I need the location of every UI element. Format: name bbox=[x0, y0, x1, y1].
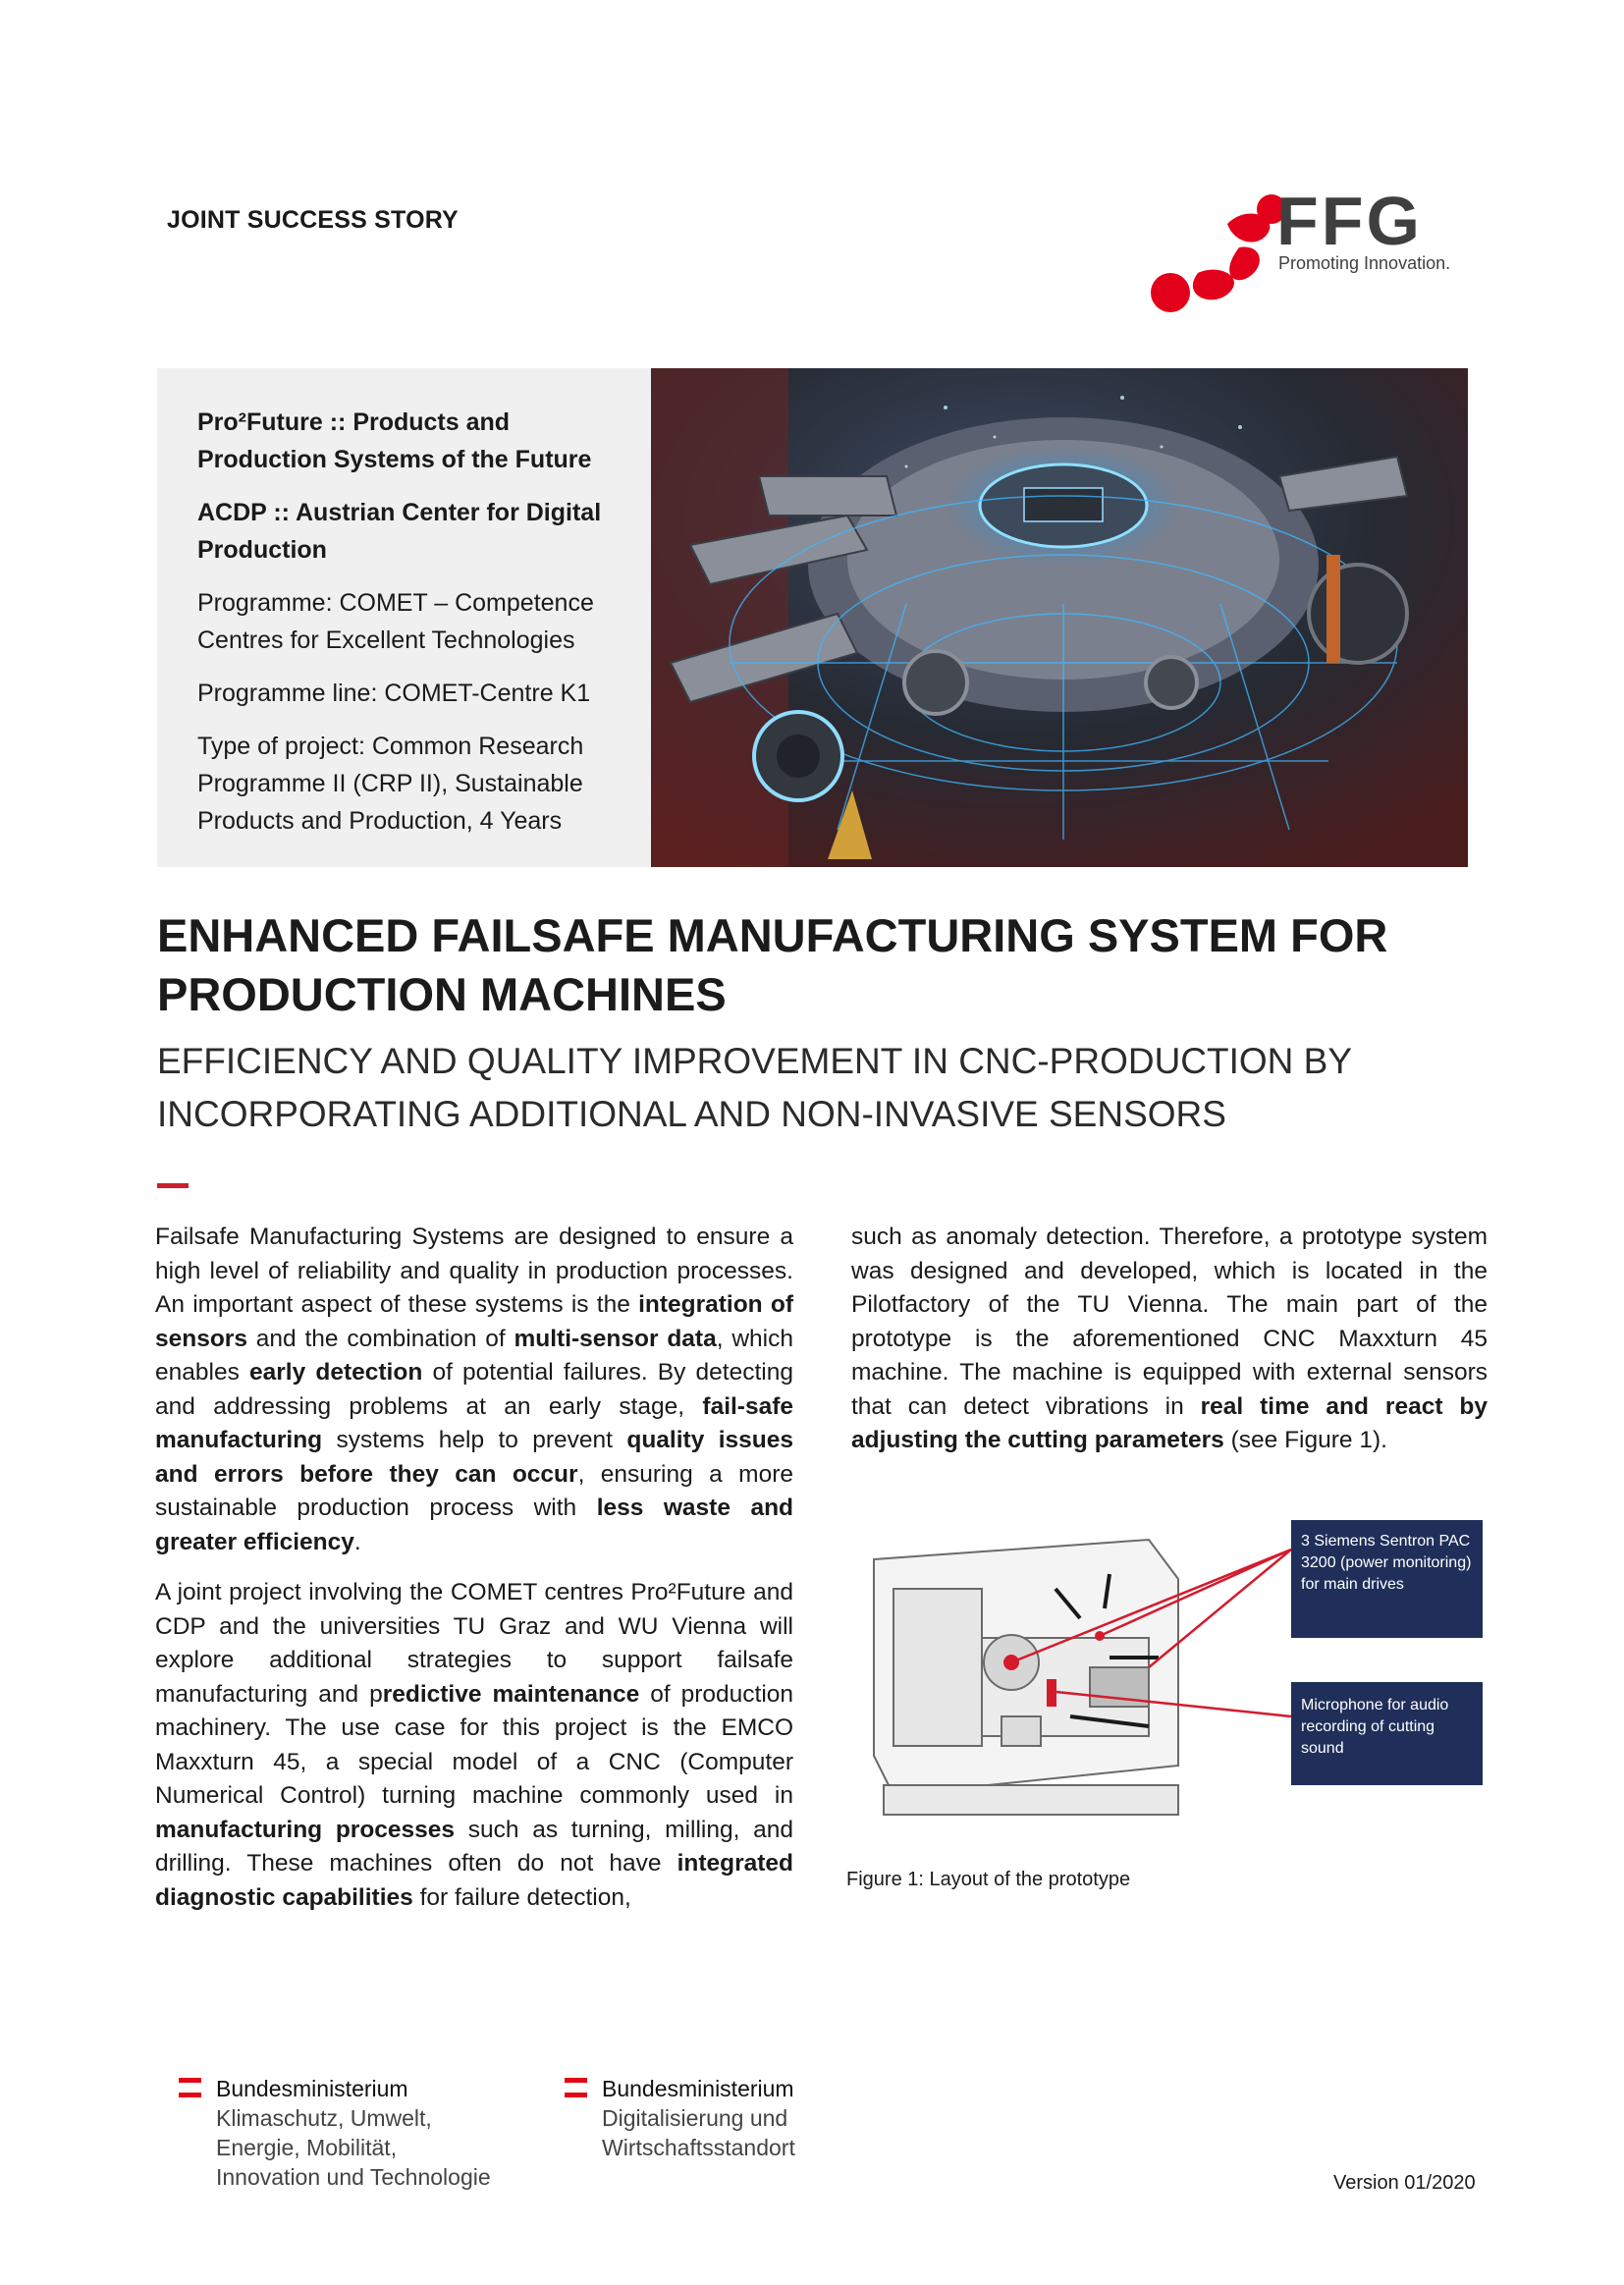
callout-power-monitoring: 3 Siemens Sentron PAC 3200 (power monitoring) for main drives bbox=[1301, 1533, 1472, 1593]
body-text: for failure detection, bbox=[412, 1883, 631, 1911]
emphasis-text: integration of sensors bbox=[155, 1291, 793, 1352]
austria-flag-icon bbox=[565, 2078, 587, 2101]
info-line-profuture: Pro²Future :: Products and Production Systems of the Future bbox=[197, 408, 592, 473]
body-text: such as turning, milling, and drilling. These machines often do not have bbox=[155, 1816, 793, 1877]
info-line-acdp: ACDP :: Austrian Center for Digital Production bbox=[197, 499, 602, 564]
emphasis-text: less waste and greater efficiency bbox=[155, 1495, 793, 1555]
emphasis-text: manufacturing processes bbox=[155, 1816, 456, 1843]
emphasis-text: early detection bbox=[249, 1359, 423, 1386]
austria-flag-icon bbox=[179, 2078, 201, 2101]
body-text: such as anomaly detection. Therefore, a prototype system was designed and developed, which is located in the Pilotfactory of the TU Vienna. The main part of the prototype is the aforementioned CNC Maxxturn 45 machine. The machine is equipped with external sensors that can detect vibrations in bbox=[851, 1224, 1488, 1420]
logo-tagline: Promoting Innovation. bbox=[1278, 253, 1451, 273]
ministry-line: Wirtschaftsstandort bbox=[602, 2135, 795, 2160]
body-column-right bbox=[851, 1221, 1488, 1475]
body-text: , ensuring a more sustainable production process with bbox=[155, 1460, 793, 1521]
ministry-line: Innovation und Technologie bbox=[216, 2164, 491, 2190]
body-paragraph bbox=[155, 1576, 793, 1915]
ministry-title: Bundesministerium bbox=[602, 2076, 794, 2101]
ministry-digital-logo bbox=[602, 2074, 795, 2162]
info-line-programme: Programme: COMET – Competence Centres for Excellent Technologies bbox=[197, 589, 594, 654]
body-text: of production machinery. The use case for this project is the EMCO Maxxturn 45, a special model of a CNC (Computer Numerical Control) turning machine commonly used in bbox=[155, 1680, 794, 1809]
kicker-label: JOINT SUCCESS STORY bbox=[167, 206, 459, 234]
emphasis-text: redictive maintenance bbox=[382, 1680, 640, 1708]
info-line-project-type: Type of project: Common Research Programme II (CRP II), Sustainable Products and Production, 4 Years bbox=[197, 733, 584, 835]
body-text: Failsafe Manufacturing Systems are designed to ensure a high level of reliability and quality in production processes. An important aspect of these systems is the bbox=[155, 1224, 793, 1318]
emphasis-text: real time and react by adjusting the cutting parameters bbox=[851, 1392, 1488, 1453]
body-text: . bbox=[353, 1528, 361, 1555]
body-paragraph bbox=[851, 1221, 1488, 1458]
callout-microphone: Microphone for audio recording of cutting sound bbox=[1301, 1697, 1449, 1757]
version-label: Version 01/2020 bbox=[1333, 2172, 1476, 2194]
ministry-line: Klimaschutz, Umwelt, bbox=[216, 2105, 432, 2131]
body-column-left bbox=[155, 1221, 793, 1931]
article-title: ENHANCED FAILSAFE MANUFACTURING SYSTEM FOR PRODUCTION MACHINES bbox=[157, 909, 1388, 1020]
emphasis-text: multi-sensor data bbox=[514, 1325, 717, 1352]
body-paragraph bbox=[155, 1221, 793, 1559]
body-text: systems help to prevent bbox=[322, 1427, 627, 1453]
cnc-turret-photo bbox=[651, 368, 1468, 867]
ministry-climate-logo bbox=[216, 2074, 491, 2192]
info-line-programme-line: Programme line: COMET-Centre K1 bbox=[197, 680, 591, 707]
body-text: and the combination of bbox=[246, 1325, 514, 1352]
figure-caption: Figure 1: Layout of the prototype bbox=[846, 1869, 1131, 1890]
body-text: (see Figure 1). bbox=[1223, 1427, 1387, 1453]
emphasis-text: integrated diagnostic capabilities bbox=[155, 1850, 793, 1911]
body-text: A joint project involving the COMET centres Pro²Future and CDP and the universities TU Graz and WU Vienna will explore additional strategies to support failsafe manufacturing and p bbox=[155, 1579, 793, 1708]
body-text: of potential failures. By detecting and addressing problems at an early stage, bbox=[155, 1359, 793, 1420]
emphasis-text: fail-safe manufacturing bbox=[155, 1392, 793, 1453]
accent-rule bbox=[157, 1183, 189, 1188]
ministry-line: Digitalisierung und bbox=[602, 2105, 788, 2131]
project-info-box bbox=[157, 368, 651, 867]
article-subtitle: EFFICIENCY AND QUALITY IMPROVEMENT IN CNC-PRODUCTION BY INCORPORATING ADDITIONAL AND NON-INVASIVE SENSORS bbox=[157, 1041, 1352, 1134]
ministry-title: Bundesministerium bbox=[216, 2076, 408, 2101]
logo-wordmark: FFG bbox=[1276, 183, 1423, 259]
emphasis-text: quality issues and errors before they can occur bbox=[155, 1427, 793, 1488]
ministry-line: Energie, Mobilität, bbox=[216, 2135, 398, 2160]
body-text: , which enables bbox=[155, 1325, 793, 1386]
